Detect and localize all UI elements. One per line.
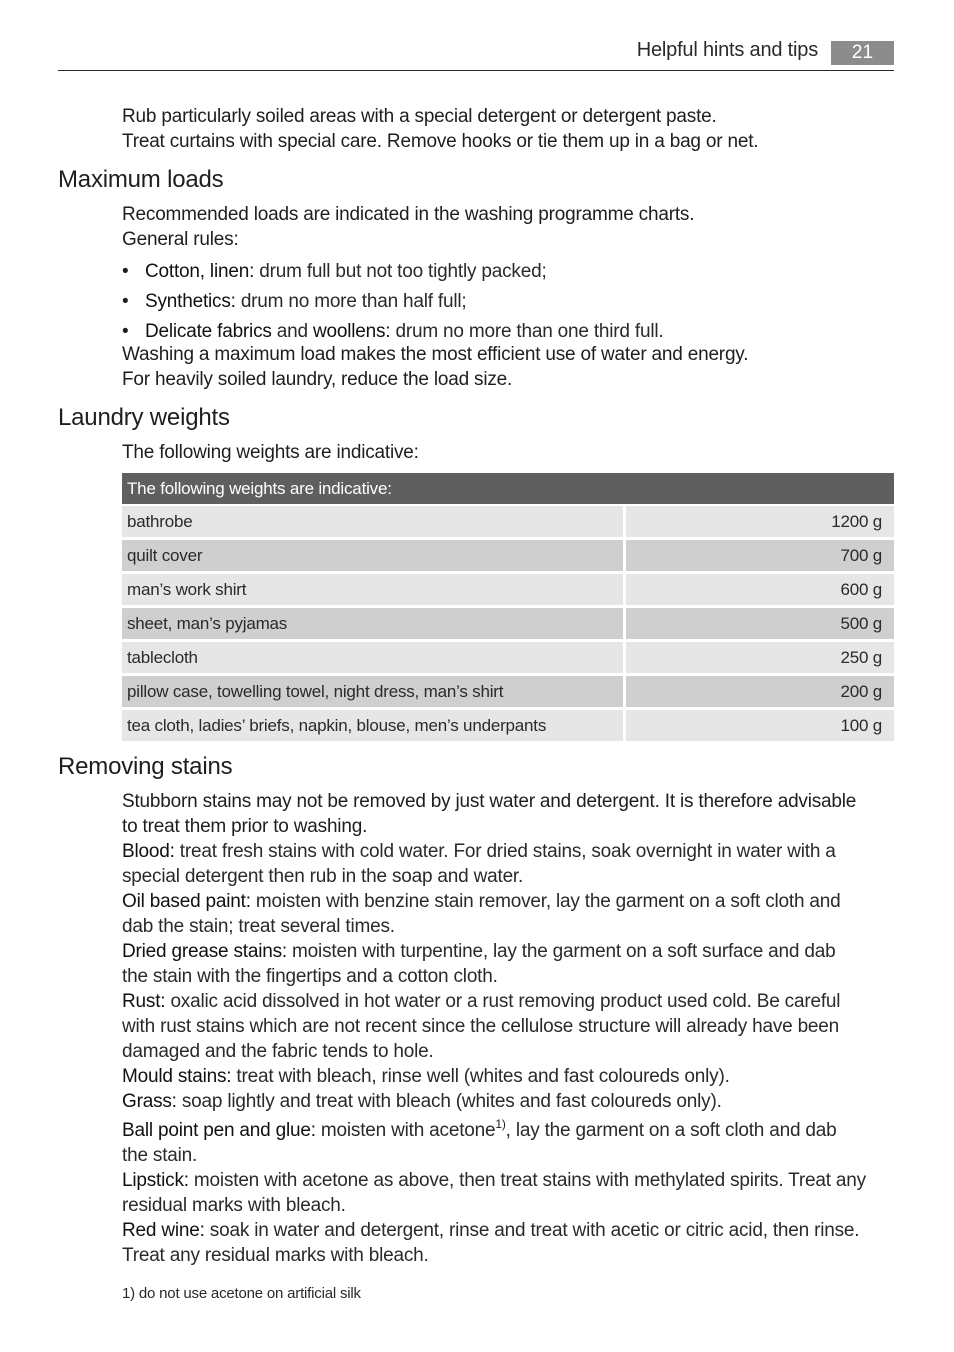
stain-text: with rust stains which are not recent since the cellulose structure will already have been xyxy=(122,1016,840,1037)
intro-block xyxy=(122,104,897,154)
stain-entry-ballpoint xyxy=(122,1118,897,1143)
stain-entry-blood xyxy=(122,839,897,864)
stain-text: treat fresh stains with cold water. For dried stains, soak overnight in water with a xyxy=(174,841,836,862)
stains-intro-line: to treat them prior to washing. xyxy=(122,816,368,837)
heading-removing-stains: Removing stains xyxy=(58,753,233,780)
max-loads-line: Recommended loads are indicated in the washing programme charts. xyxy=(122,204,695,225)
stain-text: damaged and the fabric tends to hole. xyxy=(122,1041,434,1062)
table-row xyxy=(122,539,894,573)
stain-text: oxalic acid dissolved in hot water or a rust removing product used cold. Be careful xyxy=(165,991,841,1012)
bullet-term: Delicate fabrics xyxy=(145,321,272,342)
intro-line: Treat curtains with special care. Remove hooks or tie them up in a bag or net. xyxy=(122,131,759,152)
laundry-weights-intro: The following weights are indicative: xyxy=(122,442,419,463)
table-cell-item: bathrobe xyxy=(122,505,625,539)
table-cell-weight: 100 g xyxy=(625,709,895,743)
stain-entry-rust xyxy=(122,989,897,1014)
table-header: The following weights are indicative: xyxy=(122,473,894,505)
stain-term: Blood: xyxy=(122,841,175,862)
bullet-text: drum full but not too tightly packed; xyxy=(254,261,547,282)
table-cell-weight: 700 g xyxy=(625,539,895,573)
stain-entry-mould xyxy=(122,1064,897,1089)
table-row xyxy=(122,607,894,641)
stain-text: residual marks with bleach. xyxy=(122,1195,346,1216)
table-row xyxy=(122,675,894,709)
bullet-item: • Delicate fabrics and woollens: drum no more than one third full. xyxy=(122,321,664,342)
table-cell-weight: 600 g xyxy=(625,573,895,607)
table-cell-item: sheet, man’s pyjamas xyxy=(122,607,625,641)
bullet-term: woollens: xyxy=(312,321,391,342)
footnote: 1) do not use acetone on artificial silk xyxy=(122,1285,361,1302)
max-loads-after-line: Washing a maximum load makes the most efficient use of water and energy. xyxy=(122,344,749,365)
stain-entry-grass xyxy=(122,1089,897,1114)
table-cell-weight: 1200 g xyxy=(625,505,895,539)
table-cell-weight: 200 g xyxy=(625,675,895,709)
table-cell-weight: 500 g xyxy=(625,607,895,641)
table-cell-item: tea cloth, ladies’ briefs, napkin, blouse, men’s underpants xyxy=(122,709,625,743)
stain-term: Red wine: xyxy=(122,1220,205,1241)
table-cell-weight: 250 g xyxy=(625,641,895,675)
table-cell-item: man’s work shirt xyxy=(122,573,625,607)
stain-text: moisten with acetone xyxy=(315,1120,496,1141)
stains-intro-line: Stubborn stains may not be removed by just water and detergent. It is therefore advisable xyxy=(122,791,857,812)
stain-entry-red-wine xyxy=(122,1218,897,1243)
bullet-text: drum no more than half full; xyxy=(235,291,467,312)
max-loads-bullets xyxy=(122,257,897,347)
intro-line: Rub particularly soiled areas with a special detergent or detergent paste. xyxy=(122,106,717,127)
stain-term: Mould stains: xyxy=(122,1066,232,1087)
max-loads-text xyxy=(122,202,897,252)
stain-entry-lipstick xyxy=(122,1168,897,1193)
stain-term: Grass: xyxy=(122,1091,177,1112)
heading-maximum-loads: Maximum loads xyxy=(58,166,224,193)
heading-laundry-weights: Laundry weights xyxy=(58,404,230,431)
table-row xyxy=(122,505,894,539)
table-row xyxy=(122,709,894,743)
stain-text: soap lightly and treat with bleach (whites and fast coloureds only). xyxy=(176,1091,722,1112)
running-header-title: Helpful hints and tips xyxy=(636,39,818,61)
table-cell-item: tablecloth xyxy=(122,641,625,675)
table-row xyxy=(122,573,894,607)
laundry-weights-table xyxy=(122,473,894,744)
stain-text: , lay the garment on a soft cloth and dab xyxy=(505,1120,837,1141)
stain-text: moisten with benzine stain remover, lay the garment on a soft cloth and xyxy=(250,891,841,912)
header-rule xyxy=(58,70,894,71)
table-cell-item: quilt cover xyxy=(122,539,625,573)
bullet-item: • Cotton, linen: drum full but not too tightly packed; xyxy=(122,261,547,282)
stain-entry-oil-paint xyxy=(122,889,897,914)
bullet-term: Synthetics: xyxy=(145,291,236,312)
page-number: 21 xyxy=(831,41,894,65)
stain-term: Rust: xyxy=(122,991,166,1012)
stain-text: dab the stain; treat several times. xyxy=(122,916,395,937)
stain-text: moisten with turpentine, lay the garment on a soft surface and dab xyxy=(286,941,836,962)
table-row xyxy=(122,641,894,675)
footnote-marker: 1) xyxy=(495,1117,506,1131)
stain-text: treat with bleach, rinse well (whites and fast coloureds only). xyxy=(231,1066,730,1087)
bullet-item: • Synthetics: drum no more than half full; xyxy=(122,291,467,312)
stain-term: Dried grease stains: xyxy=(122,941,287,962)
bullet-connector: and xyxy=(271,321,313,342)
stain-term: Ball point pen and glue: xyxy=(122,1120,316,1141)
max-loads-after xyxy=(122,342,897,392)
stain-term: Lipstick: xyxy=(122,1170,189,1191)
stain-text: special detergent then rub in the soap and water. xyxy=(122,866,524,887)
stain-text: Treat any residual marks with bleach. xyxy=(122,1245,429,1266)
bullet-term: Cotton, linen: xyxy=(145,261,255,282)
stain-text: soak in water and detergent, rinse and treat with acetic or citric acid, then rinse. xyxy=(204,1220,860,1241)
bullet-text: drum no more than one third full. xyxy=(390,321,664,342)
stain-entry-grease xyxy=(122,939,897,964)
stain-text: moisten with acetone as above, then treat stains with methylated spirits. Treat any xyxy=(188,1170,866,1191)
removing-stains-body xyxy=(122,789,897,1268)
stain-term: Oil based paint: xyxy=(122,891,251,912)
max-loads-line: General rules: xyxy=(122,229,239,250)
stain-text: the stain with the fingertips and a cotton cloth. xyxy=(122,966,498,987)
stain-text: the stain. xyxy=(122,1145,198,1166)
table-cell-item: pillow case, towelling towel, night dress, man’s shirt xyxy=(122,675,625,709)
max-loads-after-line: For heavily soiled laundry, reduce the load size. xyxy=(122,369,513,390)
